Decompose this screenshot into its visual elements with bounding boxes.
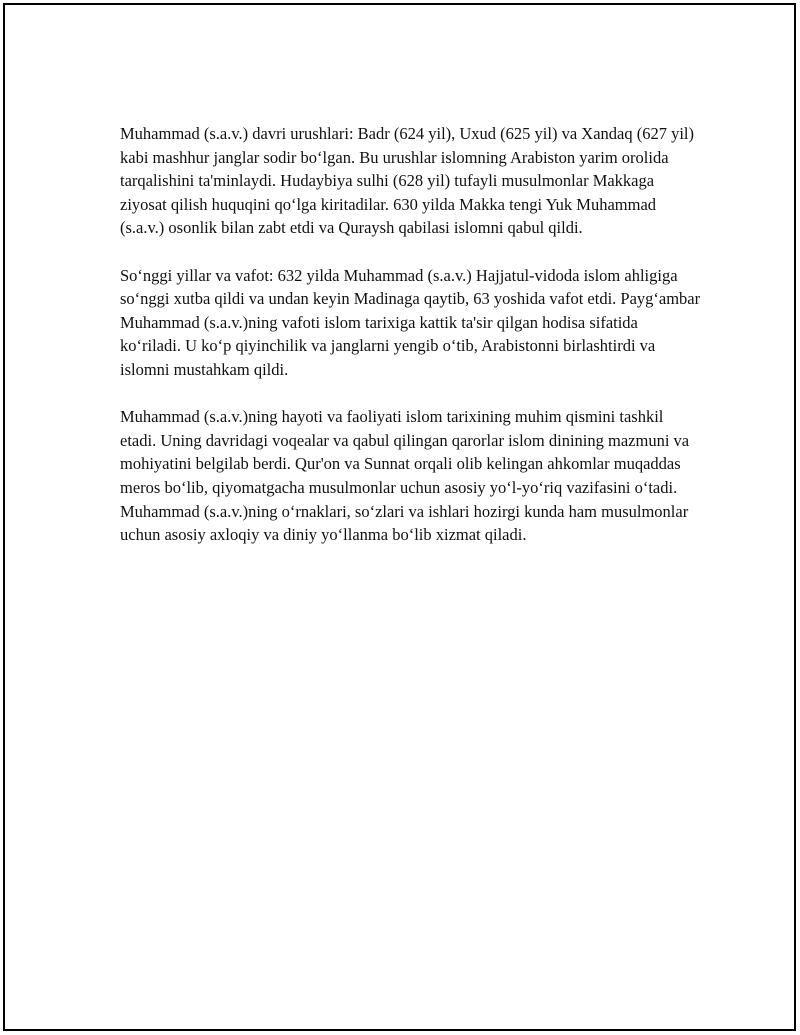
paragraph-final-years: So‘nggi yillar va vafot: 632 yilda Muhammad (s.a.v.) Hajjatul-vidoda islom ahligiga so‘nggi xutba qildi va undan keyin Madinaga qaytib, 63 yoshida vafot etdi. Payg‘ambar Muhammad (s.a.v.)ning vafoti islom tarixiga kattik ta'sir qilgan hodisa sifatida ko‘riladi. U ko‘p qiyinchilik va janglarni yengib o‘tib, Arabistonni birlashtirdi va islomni mustahkam qildi. <box>120 265 701 379</box>
paragraph-legacy: Muhammad (s.a.v.)ning hayoti va faoliyati islom tarixining muhim qismini tashkil etadi. Uning davridagi voqealar va qabul qilingan qarorlar islom dinining mazmuni va mohiyatini belgilab berdi. Qur'on va Sunnat orqali olib kelingan ahkomlar muqaddas meros bo‘lib, qiyomatgacha musulmonlar uchun asosiy yo‘l-yo‘riq vazifasini o‘tadi. Muhammad (s.a.v.)ning o‘rnaklari, so‘zlari va ishlari hozirgi kunda ham musulmonlar uchun asosiy axloqiy va diniy yo‘llanma bo‘lib xizmat qiladi. <box>120 407 690 545</box>
document-page <box>3 3 796 1031</box>
paragraph-battles: Muhammad (s.a.v.) davri urushlari: Badr (624 yil), Uxud (625 yil) va Xandaq (627 yil) kabi mashhur janglar sodir bo‘lgan. Bu urushlar islomning Arabiston yarim orolida tarqalishini ta'minlaydi. Hudaybiya sulhi (628 yil) tufayli musulmonlar Makkaga ziyosat qilish huquqini qo‘lga kiritadilar. 630 yilda Makka tengi Yuk Muhammad (s.a.v.) osonlik bilan zabt etdi va Quraysh qabilasi islomni qabul qildi. <box>120 124 695 238</box>
document-body <box>120 122 702 570</box>
